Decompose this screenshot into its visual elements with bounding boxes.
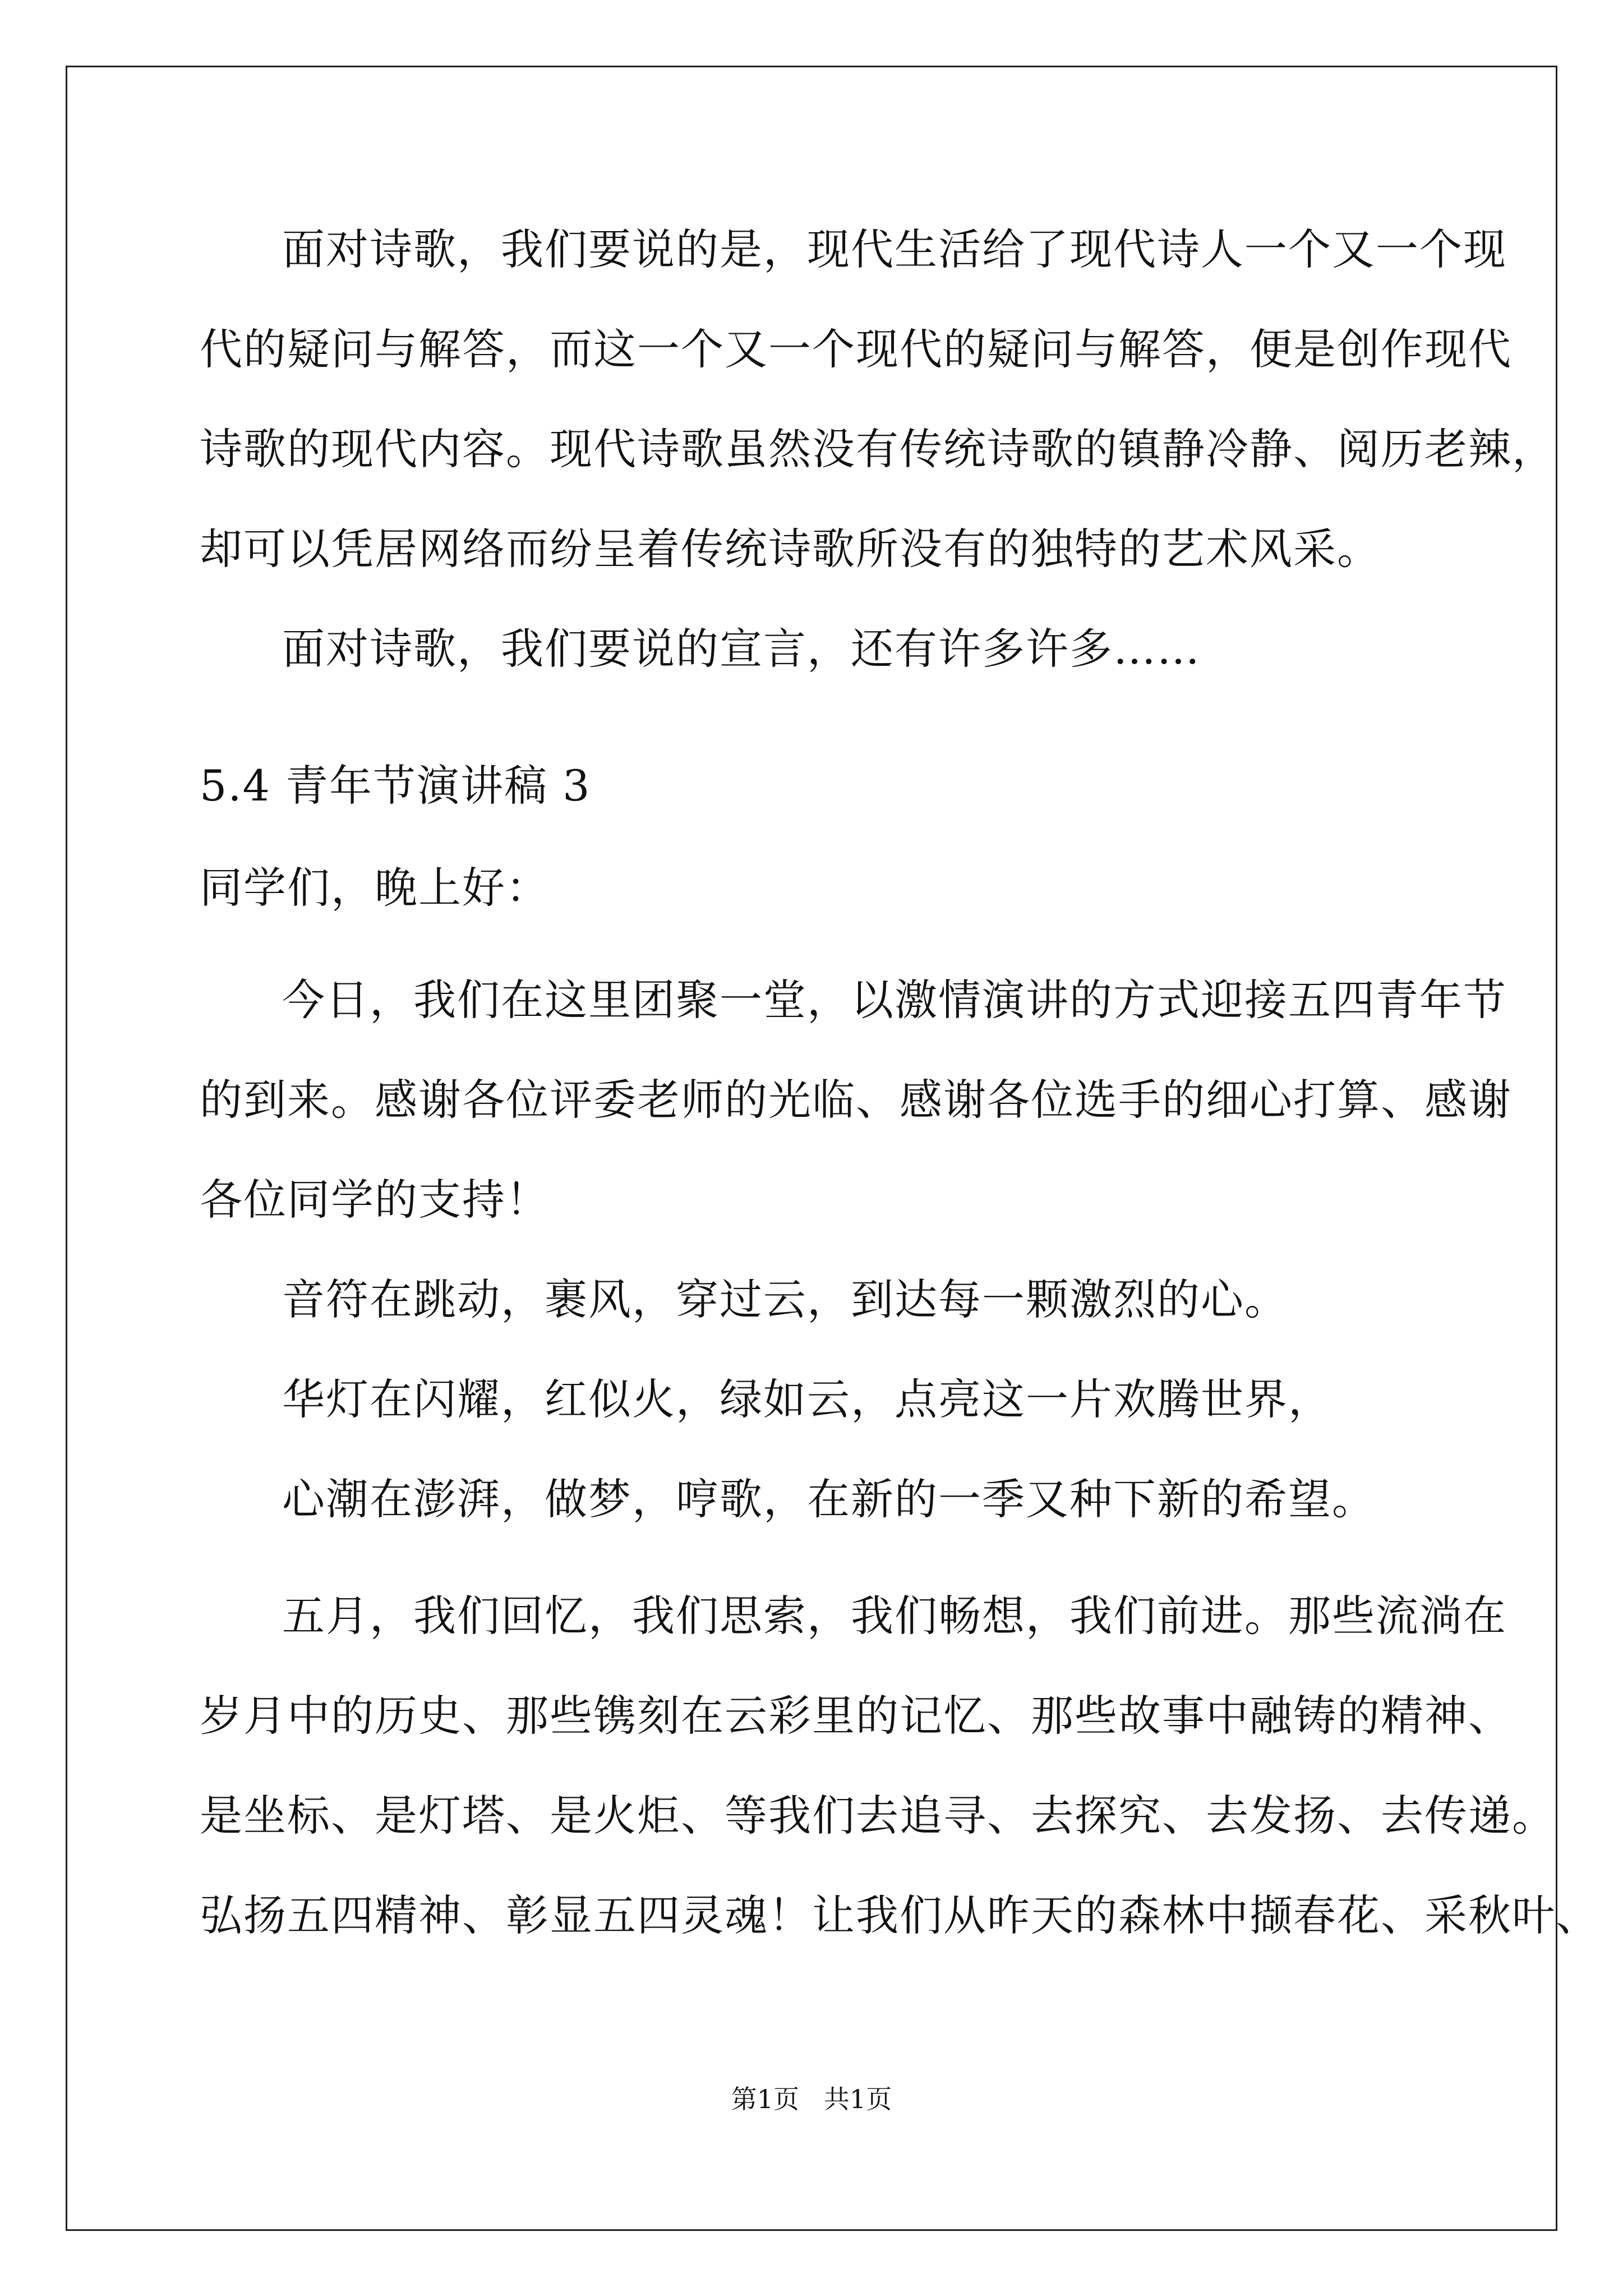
text-line-9: 的到来。感谢各位评委老师的光临、感谢各位选手的细心打算、感谢 (200, 1075, 1512, 1125)
section-heading: 5.4 青年节演讲稿 3 (200, 761, 591, 811)
text-line-16: 是坐标、是灯塔、是火炬、等我们去追寻、去探究、去发扬、去传递。 (200, 1791, 1556, 1841)
text-line-2: 代的疑问与解答，而这一个又一个现代的疑问与解答，便是创作现代 (200, 324, 1512, 374)
text-line-3: 诗歌的现代内容。现代诗歌虽然没有传统诗歌的镇静冷静、阅历老辣， (200, 424, 1556, 474)
text-line-4: 却可以凭居网络而纷呈着传统诗歌所没有的独特的艺术风采。 (200, 524, 1381, 574)
text-line-11: 音符在跳动，裹风，穿过云，到达每一颗激烈的心。 (282, 1274, 1288, 1324)
text-line-13: 心潮在澎湃，做梦，哼歌，在新的一季又种下新的希望。 (282, 1474, 1376, 1524)
text-line-8: 今日，我们在这里团聚一堂，以激情演讲的方式迎接五四青年节 (282, 975, 1507, 1025)
page-footer: 第1页 共1页 (731, 2084, 892, 2114)
text-line-5: 面对诗歌，我们要说的宣言，还有许多许多…… (282, 624, 1201, 674)
text-line-14: 五月，我们回忆，我们思索，我们畅想，我们前进。那些流淌在 (282, 1591, 1507, 1641)
greeting-line: 同学们，晚上好： (200, 863, 550, 913)
text-line-12: 华灯在闪耀，红似火，绿如云，点亮这一片欢腾世界， (282, 1374, 1332, 1424)
text-line-10: 各位同学的支持！ (200, 1175, 550, 1225)
text-line-1: 面对诗歌，我们要说的是，现代生活给了现代诗人一个又一个现 (282, 224, 1507, 274)
text-line-15: 岁月中的历史、那些镌刻在云彩里的记忆、那些故事中融铸的精神、 (200, 1691, 1512, 1741)
text-line-17: 弘扬五四精神、彰显五四灵魂！让我们从昨天的森林中撷春花、采秋叶、 (200, 1890, 1599, 1940)
